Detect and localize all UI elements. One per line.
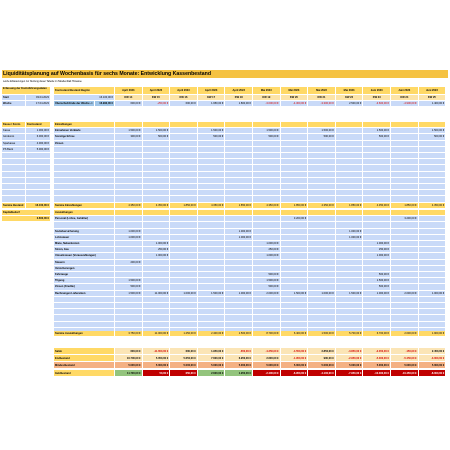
einzahlung-value[interactable]: 500,00 € (143, 134, 171, 140)
auszahlung-value[interactable]: 500,00 € (115, 284, 143, 290)
auszahlung-value[interactable]: 1.000,00 € (115, 229, 143, 235)
week-ueberschuss-10: -3.600,00 € (363, 101, 391, 107)
footer-value-geldbestand: -7.950,00 € (336, 370, 364, 377)
auszahlung-label: Tilgung (54, 278, 115, 284)
summe-einzahlungen-value: 1.850,00 € (281, 203, 309, 209)
einzahlung-value[interactable]: 300,00 € (115, 134, 143, 140)
week-ueberschuss-11: -4.900,00 € (391, 101, 419, 107)
auszahlung-value[interactable]: 1.500,00 € (336, 291, 364, 297)
einzahlung-value[interactable]: 1.500,00 € (419, 128, 447, 134)
auszahlung-value[interactable]: 250,00 € (143, 247, 171, 253)
footer-value-saldo: -650,00 € (225, 348, 253, 355)
account-name: Girokonto (2, 134, 26, 140)
summe-auszahlungen-value: 5.700,00 € (336, 331, 364, 337)
week-ueberschuss-2: -250,00 € (143, 101, 171, 107)
einzahlung-value[interactable]: 500,00 € (419, 134, 447, 140)
footer-value-mindestbestand: 5.000,00 € (308, 362, 336, 369)
einzahlungen-header: Einzahlungen (54, 122, 115, 128)
footer-value-endbestand: -3.000,00 € (419, 355, 447, 362)
auszahlungen-header: Auszahlungen (54, 210, 115, 216)
auszahlung-label: Strom, Gas (54, 247, 115, 253)
week-month-1: April 2023 (115, 87, 143, 95)
summe-auszahlungen-value: 1.500,00 € (225, 331, 253, 337)
account-name: Sparkasse (2, 141, 26, 147)
auszahlung-value[interactable]: 1.500,00 € (198, 291, 226, 297)
footer-value-mindestbestand: 5.000,00 € (115, 362, 143, 369)
footer-value-geldbestand: -10.300,00 € (363, 370, 391, 377)
footer-value-mindestbestand: 5.000,00 € (391, 362, 419, 369)
einzahlung-value[interactable]: 500,00 € (253, 134, 281, 140)
week-kw-10: KW 23 (363, 95, 391, 101)
week-ueberschuss-4: 1.950,00 € (198, 101, 226, 107)
auszahlung-label: Steuern (54, 260, 115, 266)
einzahlung-label: Zinsen (54, 141, 115, 147)
auszahlung-value[interactable]: 500,00 € (253, 272, 281, 278)
footer-value-mindestbestand: 5.000,00 € (363, 362, 391, 369)
footer-value-saldo: 600,00 € (170, 348, 198, 355)
week-kw-9: KW 22 (336, 95, 364, 101)
week-month-12: Juni 2023 (419, 87, 447, 95)
account-value[interactable]: 1.000,00 € (26, 128, 51, 134)
footer-value-saldo: 2.850,00 € (308, 348, 336, 355)
week-kw-3: KW 16 (170, 95, 198, 101)
auszahlung-value[interactable]: 1.000,00 € (253, 253, 281, 259)
week-kw-8: KW 21 (308, 95, 336, 101)
auszahlung-value[interactable]: 1.500,00 € (363, 278, 391, 284)
auszahlung-value[interactable]: 1.000,00 € (419, 291, 447, 297)
auszahlung-value[interactable]: 1.500,00 € (253, 278, 281, 284)
footer-value-saldo: -4.550,00 € (281, 348, 309, 355)
footer-value-geldbestand: -4.100,00 € (308, 370, 336, 377)
footer-value-endbestand: 900,00 € (308, 355, 336, 362)
footer-value-geldbestand: 50,00 € (143, 370, 171, 377)
week-month-10: Juni 2023 (363, 87, 391, 95)
footer-value-mindestbestand: 5.000,00 € (253, 362, 281, 369)
footer-value-saldo: -4.350,00 € (253, 348, 281, 355)
auszahlung-value[interactable]: 1.000,00 € (363, 253, 391, 259)
auszahlung-value[interactable]: 1.000,00 € (115, 235, 143, 241)
sheet-subtitle: Letzte Erläuterungen zur Nutzung dieser Tabelle im Tabellenblatt Hinweise (3, 80, 82, 83)
footer-label-geldbestand: Geldbestand (54, 370, 115, 377)
auszahlung-value[interactable]: 1.000,00 € (225, 229, 253, 235)
auszahlung-label: Fahrzeuge (54, 272, 115, 278)
auszahlung-value[interactable]: 250,00 € (253, 247, 281, 253)
auszahlung-value[interactable]: 1.500,00 € (115, 278, 143, 284)
summe-auszahlungen-value: 11.000,00 € (143, 331, 171, 337)
summe-auszahlungen-value: 6.400,00 € (281, 331, 309, 337)
erfassung-header: Erfassung der Kontoführungsdaten (2, 87, 51, 95)
summe-auszahlungen-value: 1.250,00 € (170, 331, 198, 337)
auszahlung-value[interactable]: 250,00 € (363, 247, 391, 253)
footer-value-geldbestand: -8.000,00 € (419, 370, 447, 377)
kapitalbedarf-value: 3.600,00 € (2, 216, 51, 222)
week-month-11: Juni 2023 (391, 87, 419, 95)
footer-value-endbestand: 6.950,00 € (225, 355, 253, 362)
week-month-2: April 2023 (143, 87, 171, 95)
summe-einzahlungen-value: 1.850,00 € (225, 203, 253, 209)
summe-auszahlungen-value: 3.750,00 € (115, 331, 143, 337)
week-month-5: April 2023 (225, 87, 253, 95)
auszahlung-value[interactable]: 1.000,00 € (308, 291, 336, 297)
auszahlung-label: Sozialversicherung (54, 229, 115, 235)
week-month-8: Mai 2023 (308, 87, 336, 95)
footer-value-saldo: 600,00 € (115, 348, 143, 355)
account-value[interactable]: 5.000,00 € (26, 147, 51, 153)
einzahlung-value[interactable]: 1.500,00 € (308, 128, 336, 134)
auszahlung-label: Versicherungen (54, 266, 115, 272)
kapitalbedarf-header: Kapitalbedarf (2, 210, 51, 216)
einzahlung-value[interactable]: 1.500,00 € (143, 128, 171, 134)
auszahlung-label: Zinsen (Kredite) (54, 284, 115, 290)
week-ueberschuss-12: 1.400,00 € (419, 101, 447, 107)
auszahlung-value[interactable]: 1.500,00 € (115, 291, 143, 297)
footer-value-mindestbestand: 5.000,00 € (419, 362, 447, 369)
summe-auszahlungen-value: 2.000,00 € (391, 331, 419, 337)
auszahlung-value[interactable]: 1.000,00 € (143, 241, 171, 247)
footer-value-saldo: -2.350,00 € (363, 348, 391, 355)
kontostand-label: Kontostand Bestand Beginn (54, 87, 115, 95)
summe-auszahlungen-value: 1.500,00 € (308, 331, 336, 337)
week-kw-12: KW 25 (419, 95, 447, 101)
summe-auszahlungen-value: 2.400,00 € (198, 331, 226, 337)
einzahlung-value[interactable]: 1.500,00 € (363, 128, 391, 134)
summe-auszahlungen-value: 6.700,00 € (363, 331, 391, 337)
week-month-7: Mai 2023 (281, 87, 309, 95)
footer-value-geldbestand: -6.950,00 € (281, 370, 309, 377)
footer-value-mindestbestand: 5.000,00 € (170, 362, 198, 369)
kontostand-value: 16.100,00 € (54, 95, 115, 101)
summe-einzahlungen-value: 4.350,00 € (308, 203, 336, 209)
footer-value-geldbestand: 1.950,00 € (225, 370, 253, 377)
footer-value-mindestbestand: 5.000,00 € (281, 362, 309, 369)
auszahlung-value[interactable]: 1.000,00 € (225, 291, 253, 297)
week-kw-7: KW 20 (281, 95, 309, 101)
week-kw-11: KW 24 (391, 95, 419, 101)
auszahlung-value[interactable]: 2.000,00 € (253, 291, 281, 297)
summe-einzahlungen-value: 4.350,00 € (419, 203, 447, 209)
einzahlung-label: Sonstige Erlöse (54, 134, 115, 140)
footer-value-mindestbestand: 5.000,00 € (336, 362, 364, 369)
footer-label-mindestbestand: Mindestbestand (54, 362, 115, 369)
summe-einzahlungen-value: 1.850,00 € (170, 203, 198, 209)
auszahlung-value[interactable]: 3.200,00 € (391, 216, 419, 222)
summe-einzahlungen-value: 1.850,00 € (336, 203, 364, 209)
auszahlung-value[interactable]: 1.000,00 € (143, 253, 171, 259)
auszahlung-value[interactable]: 1.000,00 € (336, 235, 364, 241)
auszahlung-value[interactable]: 11.000,00 € (143, 291, 171, 297)
summe-einzahlungen-value: 4.350,00 € (143, 203, 171, 209)
footer-label-saldo: Saldo (54, 348, 115, 355)
footer-value-saldo: 1.950,00 € (198, 348, 226, 355)
week-ueberschuss-7: -4.300,00 € (281, 101, 309, 107)
account-name: PS Bank (2, 147, 26, 153)
week-kw-6: KW 19 (253, 95, 281, 101)
footer-value-endbestand: -2.950,00 € (336, 355, 364, 362)
ueberschuss-label: Überschuß Ende der Woche -> (54, 101, 95, 107)
auszahlung-value[interactable]: 1.000,00 € (253, 241, 281, 247)
summe-einzahlungen-label: Summe Einzahlungen (54, 203, 115, 209)
footer-value-endbestand: 5.650,00 € (170, 355, 198, 362)
auszahlung-value[interactable]: 2.000,00 € (391, 291, 419, 297)
auszahlung-label: Rechnungen Lieferanten (54, 291, 115, 297)
summe-auszahlungen-value: 8.700,00 € (253, 331, 281, 337)
week-month-3: April 2023 (170, 87, 198, 95)
woche-value[interactable]: 17.04.2023 (26, 101, 51, 107)
footer-value-geldbestand: -2.400,00 € (253, 370, 281, 377)
account-name: Kasse (2, 128, 26, 134)
week-ueberschuss-1: 600,00 € (115, 101, 143, 107)
summe-einzahlungen-value: 4.350,00 € (198, 203, 226, 209)
week-kw-4: KW 17 (198, 95, 226, 101)
auszahlung-value[interactable]: 1.000,00 € (336, 229, 364, 235)
auszahlung-label: Miete, Nebenkosten (54, 241, 115, 247)
summe-einzahlungen-value: 4.350,00 € (115, 203, 143, 209)
footer-value-endbestand: -1.950,00 € (281, 355, 309, 362)
einzahlung-value[interactable]: 1.500,00 € (253, 128, 281, 134)
auszahlung-value[interactable]: 500,00 € (363, 272, 391, 278)
footer-value-saldo: -150,00 € (391, 348, 419, 355)
footer-value-endbestand: 7.600,00 € (198, 355, 226, 362)
footer-value-saldo: 2.450,00 € (419, 348, 447, 355)
week-kw-1: KW 14 (115, 95, 143, 101)
footer-value-mindestbestand: 5.000,00 € (143, 362, 171, 369)
ueberschuss-value: 16.990,00 € (95, 101, 115, 107)
summe-auszahlungen-value: 1.900,00 € (419, 331, 447, 337)
start-label: Start (2, 95, 26, 101)
bestand-header: Kontostand (26, 122, 51, 128)
summe-bestand-label: Summe Bestand (2, 203, 26, 209)
footer-value-mindestbestand: 5.000,00 € (225, 362, 253, 369)
start-value[interactable]: 03.04.2023 (26, 95, 51, 101)
footer-value-geldbestand: 2.600,00 € (198, 370, 226, 377)
week-kw-5: KW 18 (225, 95, 253, 101)
auszahlung-value[interactable]: 1.500,00 € (281, 291, 309, 297)
week-ueberschuss-9: 2.500,00 € (336, 101, 364, 107)
footer-value-mindestbestand: 5.000,00 € (198, 362, 226, 369)
week-month-6: Mai 2023 (253, 87, 281, 95)
einzahlung-value[interactable]: 1.500,00 € (198, 128, 226, 134)
sheet-title: Liquiditätsplanung auf Wochenbasis für sechs Monate: Entwicklung Kassenbestand (2, 70, 448, 78)
footer-value-saldo: -3.850,00 € (336, 348, 364, 355)
footer-value-endbestand: -5.450,00 € (391, 355, 419, 362)
footer-value-geldbestand: -10.450,00 € (391, 370, 419, 377)
woche-label: Woche (2, 101, 26, 107)
week-kw-2: KW 15 (143, 95, 171, 101)
auszahlung-value[interactable]: 1.000,00 € (363, 291, 391, 297)
einzahlung-value[interactable]: 500,00 € (308, 134, 336, 140)
auszahlung-value[interactable]: 1.000,00 € (225, 235, 253, 241)
footer-value-endbestand: 2.600,00 € (253, 355, 281, 362)
auszahlung-value[interactable]: 3.200,00 € (281, 216, 309, 222)
footer-value-geldbestand: 11.700,00 € (115, 370, 143, 377)
week-ueberschuss-5: 1.800,00 € (225, 101, 253, 107)
footer-value-endbestand: -5.300,00 € (363, 355, 391, 362)
summe-einzahlungen-value: 4.350,00 € (363, 203, 391, 209)
auszahlung-value[interactable]: 1.000,00 € (363, 241, 391, 247)
week-month-9: Mai 2023 (336, 87, 364, 95)
account-value[interactable]: 4.000,00 € (26, 141, 51, 147)
footer-label-endbestand: Endbestand (54, 355, 115, 362)
footer-value-endbestand: 5.050,00 € (143, 355, 171, 362)
week-ueberschuss-6: -3.000,00 € (253, 101, 281, 107)
footer-value-saldo: -11.650,00 € (143, 348, 171, 355)
einzahlung-value[interactable]: 1.500,00 € (115, 128, 143, 134)
summe-auszahlungen-label: Summe Auszahlungen (54, 331, 115, 337)
konten-header: Kasse / Konto (2, 122, 26, 128)
auszahlung-value[interactable]: 500,00 € (253, 284, 281, 290)
auszahlung-label: Personal (Löhne, Gehälter) (54, 216, 115, 222)
week-ueberschuss-8: -3.300,00 € (308, 101, 336, 107)
summe-bestand-value: 16.100,00 € (26, 203, 51, 209)
account-value[interactable]: 6.000,00 € (26, 134, 51, 140)
footer-value-geldbestand: 650,00 € (170, 370, 198, 377)
einzahlung-value[interactable]: 500,00 € (198, 134, 226, 140)
week-month-4: April 2023 (198, 87, 226, 95)
summe-einzahlungen-value: 1.850,00 € (391, 203, 419, 209)
auszahlung-label: Lohnsteuer (54, 235, 115, 241)
einzahlung-label: Einnahmen Verkäufe (54, 128, 115, 134)
auszahlung-value[interactable]: 1.000,00 € (170, 291, 198, 297)
auszahlung-value[interactable]: 500,00 € (363, 284, 391, 290)
einzahlung-value[interactable]: 500,00 € (363, 134, 391, 140)
summe-einzahlungen-value: 4.350,00 € (253, 203, 281, 209)
auszahlung-label: Umsatzsteuer (Vorauszahlungen) (54, 253, 115, 259)
auszahlung-value[interactable]: 200,00 € (115, 260, 143, 266)
week-ueberschuss-3: 600,00 € (170, 101, 198, 107)
footer-value-endbestand: 16.700,00 € (115, 355, 143, 362)
